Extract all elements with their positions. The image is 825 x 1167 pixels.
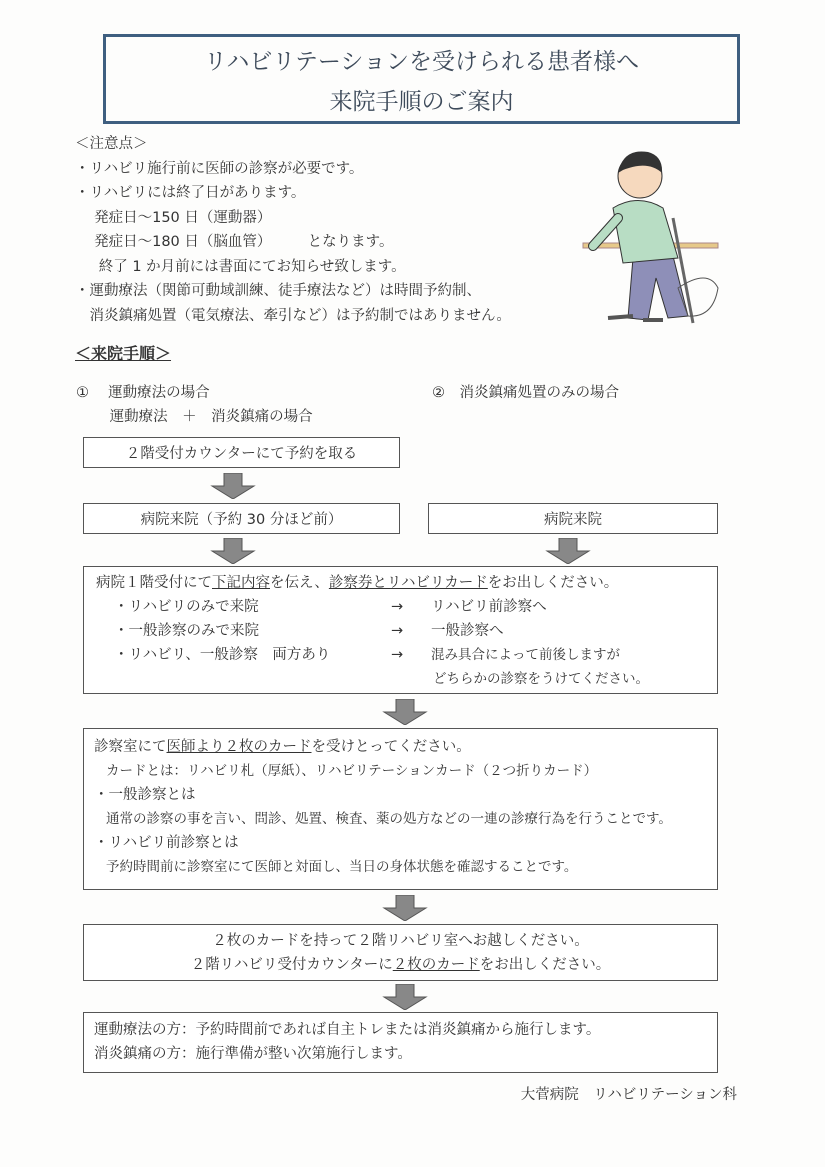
notes-heading: ＜注意点＞ [75,136,148,152]
treatment-line-2: 消炎鎮痛の方：施行準備が整い次第施行します。 [94,1046,412,1062]
note-line: ・運動療法（関節可動域訓練、徒手療法など）は時間予約制、 [75,283,481,299]
step-visit-box-right: 病院来院 [428,503,718,534]
reception-row [96,643,705,667]
underlined-text: 医師より２枚のカード [166,739,312,755]
case-1-line-1: ① 運動療法の場合 [76,385,210,401]
destination: リハビリ前診察へ [431,599,547,615]
destination: 一般診察へ [431,623,504,639]
down-arrow-icon [382,895,428,921]
general-exam-heading: ・一般診察とは [94,787,196,803]
arrow-text: → [391,623,404,639]
underlined-text: 診察券とリハビリカード [328,575,488,591]
down-arrow-icon [382,984,428,1010]
down-arrow-icon [210,473,256,499]
step-reception-box [83,566,718,694]
text: をお出しください。 [479,957,611,973]
card-definition: カードとは：リハビリ札（厚紙）、リハビリテーションカード（２つ折りカード） [106,763,598,779]
case-label: ・リハビリ、一般診察 両方あり [114,647,331,663]
down-arrow-icon [210,538,256,564]
arrow-text: → [391,599,404,615]
reception-row [96,619,705,643]
note-line: 終了 1 か月前には書面にてお知らせ致します。 [75,258,406,275]
general-exam-definition: 通常の診察の事を言い、問診、処置、検査、薬の処方などの一連の診療行為を行うことです。 [106,811,672,827]
step-visit-box-left: 病院来院（予約 30 分ほど前） [83,503,400,534]
case-label: ・一般診察のみで来院 [114,623,259,639]
case-1-line-2: 運動療法 ＋ 消炎鎮痛の場合 [76,409,313,425]
underlined-text: ２枚のカード [392,957,480,973]
rehab-room-line-1: ２枚のカードを持って２階リハビリ室へお越しください。 [212,933,589,949]
text: を受けとってください。 [311,739,471,755]
down-arrow-icon [545,538,591,564]
note-line: 発症日～180 日（脳血管） となります。 [75,234,394,250]
reception-row [96,595,705,619]
underlined-text: 下記内容 [212,575,270,591]
step-treatment-box [83,1012,718,1073]
title-line-1: リハビリテーションを受けられる患者様へ [204,49,639,75]
rehab-room-line-2 [84,953,717,977]
case-label: ・リハビリのみで来院 [114,599,259,615]
note-line: 消炎鎮痛処置（電気療法、牽引など）は予約制ではありません。 [75,307,511,324]
pre-rehab-exam-definition: 予約時間前に診察室にて医師と対面し、当日の身体状態を確認することです。 [106,859,578,875]
title-line-2: 来院手順のご案内 [329,89,514,115]
arrow-text: → [391,647,404,663]
text: ２階リハビリ受付カウンターに [190,957,393,973]
treatment-line-1: 運動療法の方：予約時間前であれば自主トレまたは消炎鎮痛から施行します。 [94,1022,601,1038]
text: 診察室にて [94,739,167,755]
down-arrow-icon [382,699,428,725]
note-line: ・リハビリ施行前に医師の診察が必要です。 [75,160,364,177]
procedure-heading: ＜来院手順＞ [75,344,172,363]
destination-continued: どちらかの診察をうけてください。 [433,671,649,687]
footer-department: 大菅病院 リハビリテーション科 [520,1087,737,1103]
text: を伝え、 [270,575,329,591]
note-line: 発症日～150 日（運動器） [75,209,272,226]
step-exam-box [83,728,718,890]
patient-with-crutch-illustration [578,138,728,328]
reception-instruction [96,571,705,595]
exam-instruction [94,735,707,759]
case-2-heading: ② 消炎鎮痛処置のみの場合 [432,385,619,401]
note-line: ・リハビリには終了日があります。 [75,185,306,201]
title-box [103,34,740,124]
destination: 混み具合によって前後しますが [431,647,620,663]
text: 病院１階受付にて [96,575,212,591]
notes-section [75,132,511,328]
step-reserve-box: ２階受付カウンターにて予約を取る [83,437,400,468]
step-rehab-room-box [83,924,718,981]
pre-rehab-exam-heading: ・リハビリ前診察とは [94,835,239,851]
text: をお出しください。 [487,575,619,591]
